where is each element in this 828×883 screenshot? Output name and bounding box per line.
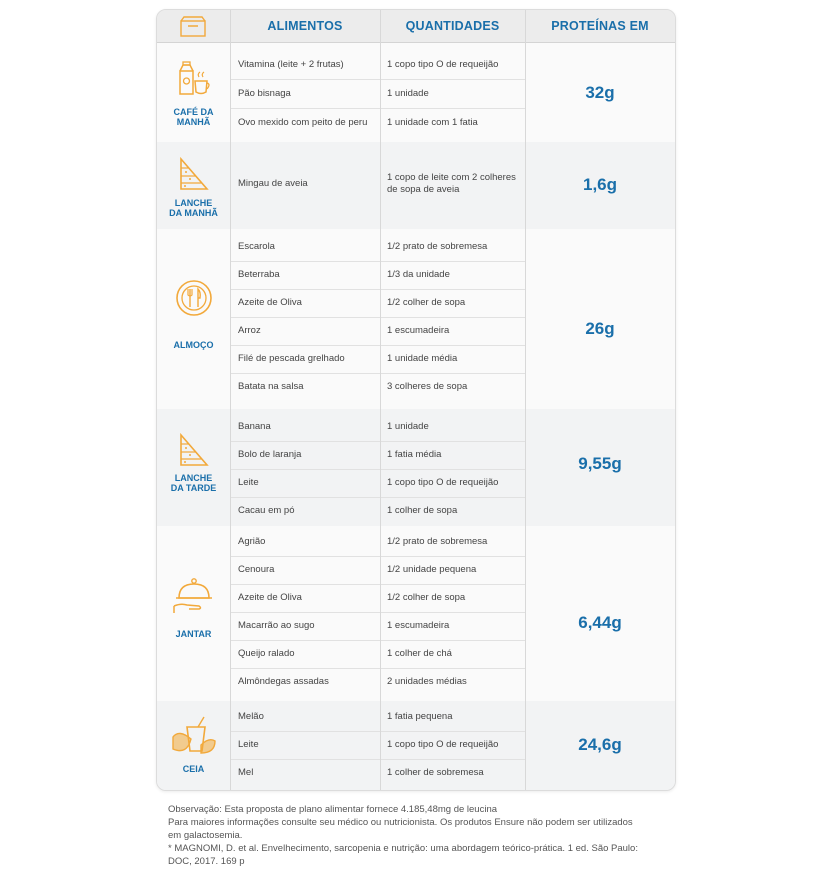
header-proteins: PROTEÍNAS EM [551, 19, 649, 33]
food-quantity: 1/3 da unidade [387, 269, 450, 280]
food-quantity: 1/2 colher de sopa [387, 592, 466, 603]
note-observation: Observação: Esta proposta de plano alimentar fornece 4.185,48mg de leucina [168, 804, 498, 815]
table-row [230, 109, 525, 137]
meal-label: LANCHE DA TARDE [170, 473, 217, 493]
meal-ceia [157, 701, 675, 790]
meal-plan-table [156, 9, 676, 791]
table-row [230, 261, 525, 290]
table-row [230, 759, 525, 787]
table-row [230, 469, 525, 498]
header-foods: ALIMENTOS [267, 19, 343, 33]
note-info: Para maiores informações consulte seu médico ou nutricionista. Os produtos Ensure não podem ser utilizados em galactosemia. [168, 817, 633, 841]
table-row [230, 413, 525, 442]
food-name: Vitamina (leite + 2 frutas) [238, 59, 344, 70]
meal-label: LANCHE DA MANHÃ [169, 198, 218, 218]
food-name: Azeite de Oliva [238, 297, 302, 308]
table-row [230, 289, 525, 318]
table-row [230, 497, 525, 525]
table-row [230, 640, 525, 669]
food-quantity: 1 unidade [387, 421, 429, 432]
food-quantity: 1 escumadeira [387, 325, 450, 336]
table-row [230, 233, 525, 262]
food-quantity: 1 unidade com 1 fatia [387, 117, 478, 128]
food-name: Arroz [238, 325, 261, 336]
food-name: Bolo de laranja [238, 449, 302, 460]
food-quantity: 1 escumadeira [387, 620, 450, 631]
food-quantity: 1 fatia média [387, 449, 442, 460]
sandwich-icon [177, 432, 211, 473]
protein-value: 1,6g [582, 175, 618, 194]
meal-jantar [157, 526, 675, 701]
protein-value: 9,55g [578, 454, 622, 473]
food-quantity: 1 unidade média [387, 353, 458, 364]
food-name: Agrião [238, 536, 266, 547]
food-quantity: 1/2 prato de sobremesa [387, 536, 488, 547]
meal-lanche-da-manha [157, 142, 675, 229]
food-name: Escarola [238, 241, 275, 252]
meal-lanche-da-tarde [157, 409, 675, 526]
table-row [230, 441, 525, 470]
fruit-drink-icon [171, 715, 217, 762]
food-name: Mingau de aveia [238, 178, 308, 189]
cloche-icon [171, 576, 217, 621]
table-row [230, 668, 525, 696]
food-quantity: 3 colheres de sopa [387, 381, 468, 392]
meal-cafe-da-manha [157, 43, 675, 142]
food-name: Filé de pescada grelhado [238, 353, 345, 364]
protein-value: 26g [585, 319, 615, 338]
table-row [230, 51, 525, 80]
food-name: Almôndegas assadas [238, 676, 329, 687]
food-name: Ovo mexido com peito de peru [238, 117, 368, 128]
food-quantity: 1 unidade [387, 88, 429, 99]
table-row [230, 528, 525, 557]
food-quantity: 1 copo tipo O de requeijão [387, 477, 499, 488]
food-quantity: 1/2 prato de sobremesa [387, 241, 488, 252]
meal-label: JANTAR [175, 629, 212, 639]
table-row [230, 703, 525, 732]
food-quantity: 1 copo tipo O de requeijão [387, 739, 499, 750]
food-name: Pão bisnaga [238, 88, 291, 99]
food-name: Melão [238, 711, 264, 722]
food-name: Leite [238, 739, 259, 750]
food-name: Leite [238, 477, 259, 488]
column-divider [380, 10, 381, 790]
table-row [230, 162, 525, 206]
food-quantity: 1 copo tipo O de requeijão [387, 59, 499, 70]
food-quantity: 1/2 unidade pequena [387, 564, 477, 575]
table-header [157, 10, 675, 43]
food-name: Cenoura [238, 564, 275, 575]
table-row [230, 731, 525, 760]
food-name: Macarrão ao sugo [238, 620, 315, 631]
table-row [230, 556, 525, 585]
food-quantity: 1/2 colher de sopa [387, 297, 466, 308]
table-row [230, 80, 525, 109]
table-row [230, 373, 525, 401]
protein-value: 6,44g [578, 613, 622, 632]
table-row [230, 317, 525, 346]
footnotes [168, 803, 648, 868]
food-quantity: 1 copo de leite com 2 colheres de sopa de aveia [387, 172, 516, 195]
box-icon [179, 15, 207, 42]
food-quantity: 1 fatia pequena [387, 711, 453, 722]
food-name: Cacau em pó [238, 505, 295, 516]
food-quantity: 1 colher de sopa [387, 505, 458, 516]
meal-label: CEIA [182, 764, 205, 774]
food-name: Batata na salsa [238, 381, 304, 392]
column-divider [230, 10, 231, 790]
column-divider [525, 10, 526, 790]
meal-almoco [157, 229, 675, 409]
food-quantity: 1 colher de chá [387, 648, 452, 659]
food-name: Azeite de Oliva [238, 592, 302, 603]
food-name: Mel [238, 767, 254, 778]
table-row [230, 345, 525, 374]
food-quantity: 1 colher de sobremesa [387, 767, 484, 778]
note-reference: * MAGNOMI, D. et al. Envelhecimento, sarcopenia e nutrição: uma abordagem teórico-prática. 1 ed. São Paulo: DOC, 2017. 169 p [168, 843, 638, 867]
milk-carton-cup-icon [176, 61, 212, 102]
protein-value: 24,6g [578, 735, 622, 754]
plate-cutlery-icon [175, 279, 213, 322]
table-row [230, 584, 525, 613]
food-quantity: 2 unidades médias [387, 676, 467, 687]
meal-label: ALMOÇO [173, 340, 214, 350]
meal-label: CAFÉ DA MANHÃ [173, 107, 214, 127]
sandwich-icon [177, 156, 211, 197]
food-name: Queijo ralado [238, 648, 295, 659]
table-row [230, 612, 525, 641]
protein-value: 32g [585, 83, 615, 102]
header-quantities: QUANTIDADES [405, 19, 500, 33]
food-name: Banana [238, 421, 271, 432]
food-name: Beterraba [238, 269, 280, 280]
